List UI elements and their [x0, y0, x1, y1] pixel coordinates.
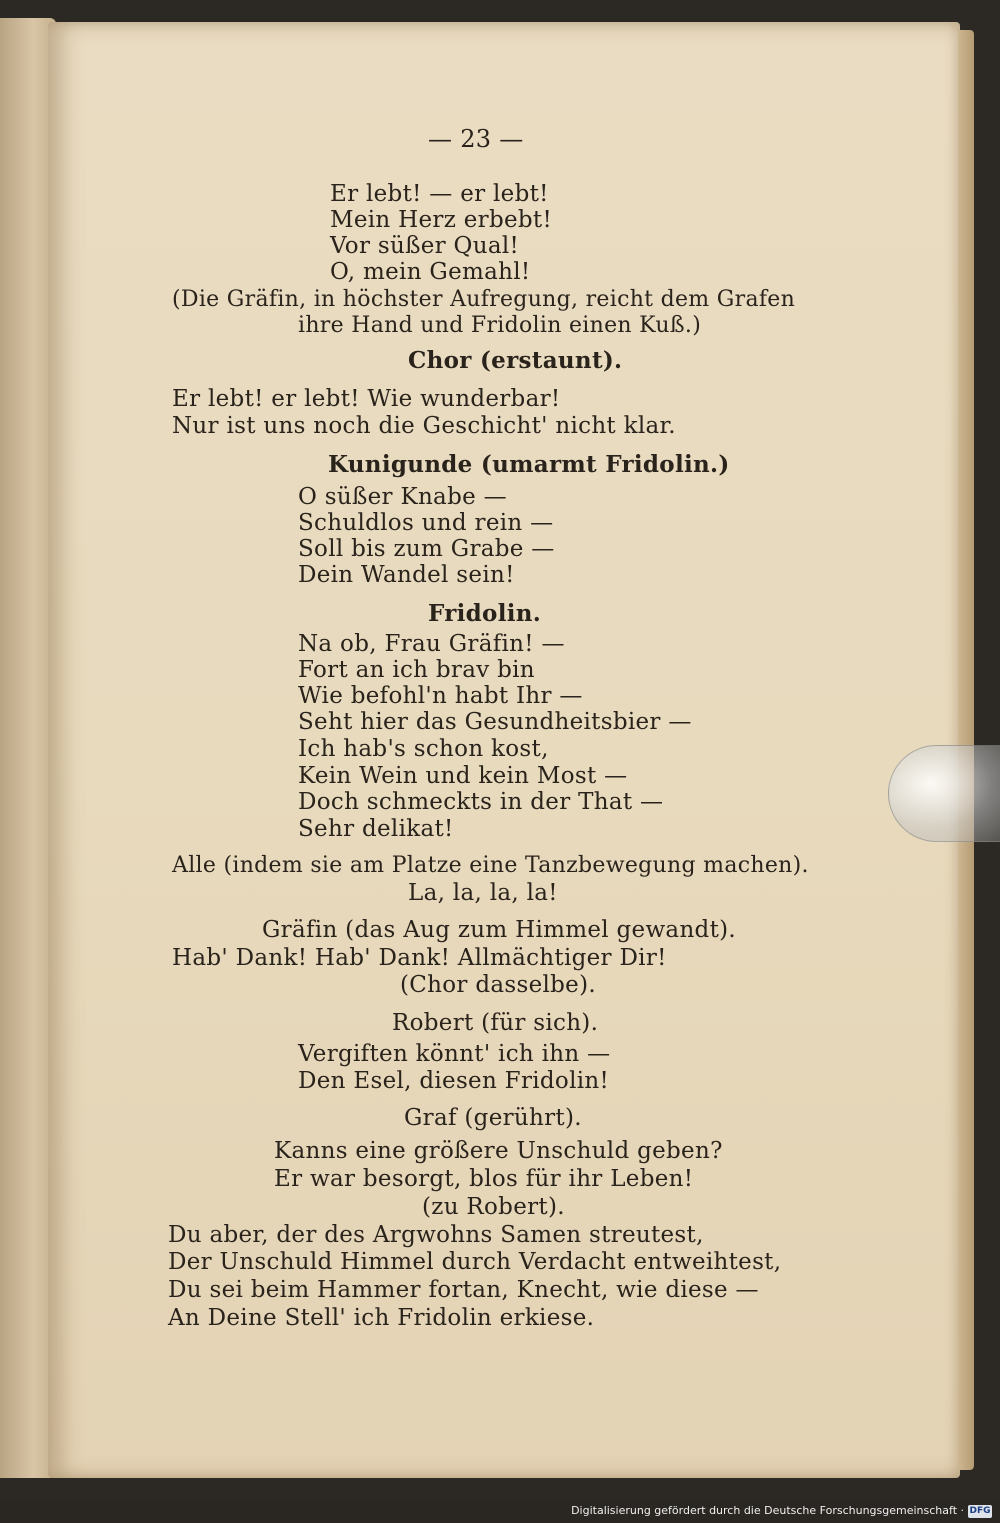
stage-direction: (Chor dasselbe). — [400, 972, 596, 998]
speaker-heading: Robert (für sich). — [392, 1010, 599, 1036]
speaker-heading: Fridolin. — [428, 600, 542, 627]
speaker-heading: Kunigunde (umarmt Fridolin.) — [328, 451, 730, 478]
stage-direction: Alle (indem sie am Platze eine Tanzbewegung machen). — [172, 853, 809, 878]
verse-line: Dein Wandel sein! — [298, 562, 515, 588]
verse-line: O süßer Knabe — — [298, 484, 507, 510]
verse-line: Du aber, der des Argwohns Samen streutest, — [168, 1222, 704, 1248]
verse-line: Er lebt! er lebt! Wie wunderbar! — [172, 386, 561, 412]
verse-line: Vergiften könnt' ich ihn — — [298, 1041, 611, 1067]
verse-line: Fort an ich brav bin — [298, 657, 535, 683]
speaker-heading: Graf (gerührt). — [404, 1105, 582, 1131]
page-number: — 23 — — [428, 125, 524, 153]
verse-line: An Deine Stell' ich Fridolin erkiese. — [168, 1305, 595, 1331]
verse-line: Mein Herz erbebt! — [330, 207, 552, 233]
speaker-heading: Gräfin (das Aug zum Himmel gewandt). — [262, 917, 737, 943]
verse-line: Er lebt! — er lebt! — [330, 181, 549, 207]
verse-line: Der Unschuld Himmel durch Verdacht entweihtest, — [168, 1249, 782, 1275]
verse-line: La, la, la, la! — [408, 880, 558, 906]
verse-line: Wie befohl'n habt Ihr — — [298, 683, 583, 709]
verse-line: Nur ist uns noch die Geschicht' nicht klar. — [172, 413, 676, 439]
verse-line: Soll bis zum Grabe — — [298, 536, 555, 562]
verse-line: Sehr delikat! — [298, 816, 454, 842]
verse-line: Du sei beim Hammer fortan, Knecht, wie diese — — [168, 1277, 759, 1303]
speaker-heading: Chor (erstaunt). — [408, 347, 623, 374]
verse-line: Ich hab's schon kost, — [298, 736, 549, 762]
verse-line: Schuldlos und rein — — [298, 510, 554, 536]
stage-direction: (zu Robert). — [422, 1194, 565, 1220]
verse-line: Hab' Dank! Hab' Dank! Allmächtiger Dir! — [172, 945, 667, 971]
verse-line: Seht hier das Gesundheitsbier — — [298, 709, 692, 735]
dfg-logo: DFG — [969, 1506, 991, 1516]
verse-line: Vor süßer Qual! — [330, 233, 520, 259]
verse-line: Den Esel, diesen Fridolin! — [298, 1068, 610, 1094]
page-clip — [888, 745, 1000, 842]
verse-line: O, mein Gemahl! — [330, 259, 531, 285]
verse-line: Na ob, Frau Gräfin! — — [298, 631, 565, 657]
verse-line: Kanns eine größere Unschuld geben? — [274, 1138, 723, 1164]
stage-direction: (Die Gräfin, in höchster Aufregung, reicht dem Grafen — [172, 287, 796, 312]
verse-line: Er war besorgt, blos für ihr Leben! — [274, 1166, 694, 1192]
stage-direction: ihre Hand und Fridolin einen Kuß.) — [298, 313, 702, 338]
verse-line: Kein Wein und kein Most — — [298, 763, 628, 789]
verse-line: Doch schmeckts in der That — — [298, 789, 664, 815]
digitization-credit: Digitalisierung gefördert durch die Deutsche Forschungsgemeinschaft · — [571, 1504, 964, 1517]
